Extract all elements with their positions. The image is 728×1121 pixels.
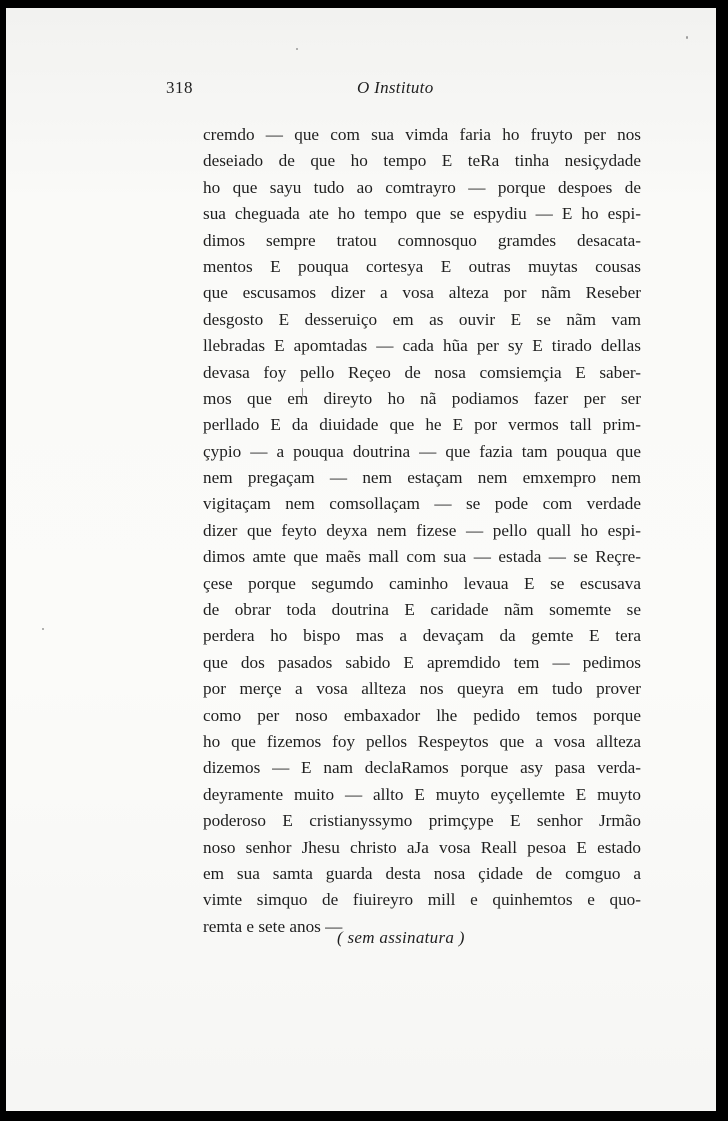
text-line: devasa foy pello Reçeo de nosa comsiemçia E saber- (203, 362, 641, 382)
text-line: perllado E da diuidade que he E por vermos tall prim- (203, 415, 641, 435)
text-line: como per noso embaxador lhe pedido temos porque (203, 705, 641, 725)
text-line: ho que sayu tudo ao comtrayro — porque despoes de (203, 177, 641, 197)
text-line: que dos pasados sabido E apremdido tem — pedimos (203, 652, 641, 672)
text-line: mos que em direyto ho nã podiamos fazer per ser (203, 388, 641, 408)
text-line: perdera ho bispo mas a devaçam da gemte E tera (203, 626, 641, 646)
text-line: sua cheguada ate ho tempo que se espydiu — E ho espi- (203, 204, 641, 224)
text-line: çypio — a pouqua doutrina — que fazia tam pouqua que (203, 441, 641, 461)
paper-speck (686, 36, 688, 39)
running-title: O Instituto (357, 78, 434, 97)
page-number: 318 (166, 78, 193, 97)
text-line: deyramente muito — allto E muyto eyçellemte E muyto (203, 784, 641, 804)
text-line: por merçe a vosa allteza nos queyra em tudo prover (203, 679, 641, 699)
paper-speck (42, 628, 44, 630)
text-line: de obrar toda doutrina E caridade nãm somemte se (203, 600, 641, 620)
text-line: deseiado de que ho tempo E teRa tinha nesiçydade (203, 151, 641, 171)
text-line: dimos sempre tratou comnosquo gramdes desacata- (203, 230, 641, 250)
text-line: que escusamos dizer a vosa alteza por nãm Reseber (203, 283, 641, 303)
text-line: ho que fizemos foy pellos Respeytos que a vosa allteza (203, 731, 641, 751)
text-line: remta e sete anos — (203, 916, 343, 936)
text-line: mentos E pouqua cortesya E outras muytas cousas (203, 256, 641, 276)
text-line: poderoso E cristianyssymo primçype E senhor Jrmão (203, 811, 641, 831)
text-line: nem pregaçam — nem estaçam nem emxempro nem (203, 468, 641, 488)
text-line: dizer que feyto deyxa nem fizese — pello quall ho espi- (203, 520, 641, 540)
text-line: em sua samta guarda desta nosa çidade de comguo a (203, 863, 641, 883)
paper-speck (296, 48, 298, 50)
text-line: vimte simquo de fiuireyro mill e quinhemtos e quo- (203, 890, 641, 910)
text-line: dizemos — E nam declaRamos porque asy pasa verda- (203, 758, 641, 778)
text-line: cremdo — que com sua vimda faria ho fruyto per nos (203, 125, 641, 144)
text-line: vigitaçam nem comsollaçam — se pode com verdade (203, 494, 641, 514)
text-line: noso senhor Jhesu christo aJa vosa Reall pesoa E estado (203, 837, 641, 857)
text-line: dimos amte que maẽs mall com sua — estada — se Reçre- (203, 547, 641, 567)
text-line: çese porque segumdo caminho levaua E se escusava (203, 573, 641, 593)
text-line: llebradas E apomtadas — cada hũa per sy E tirado dellas (203, 336, 641, 356)
letter-body (203, 122, 641, 940)
text-line: desgosto E desseruiço em as ouvir E se nãm vam (203, 309, 641, 329)
signature-note: ( sem assinatura ) (337, 928, 465, 947)
